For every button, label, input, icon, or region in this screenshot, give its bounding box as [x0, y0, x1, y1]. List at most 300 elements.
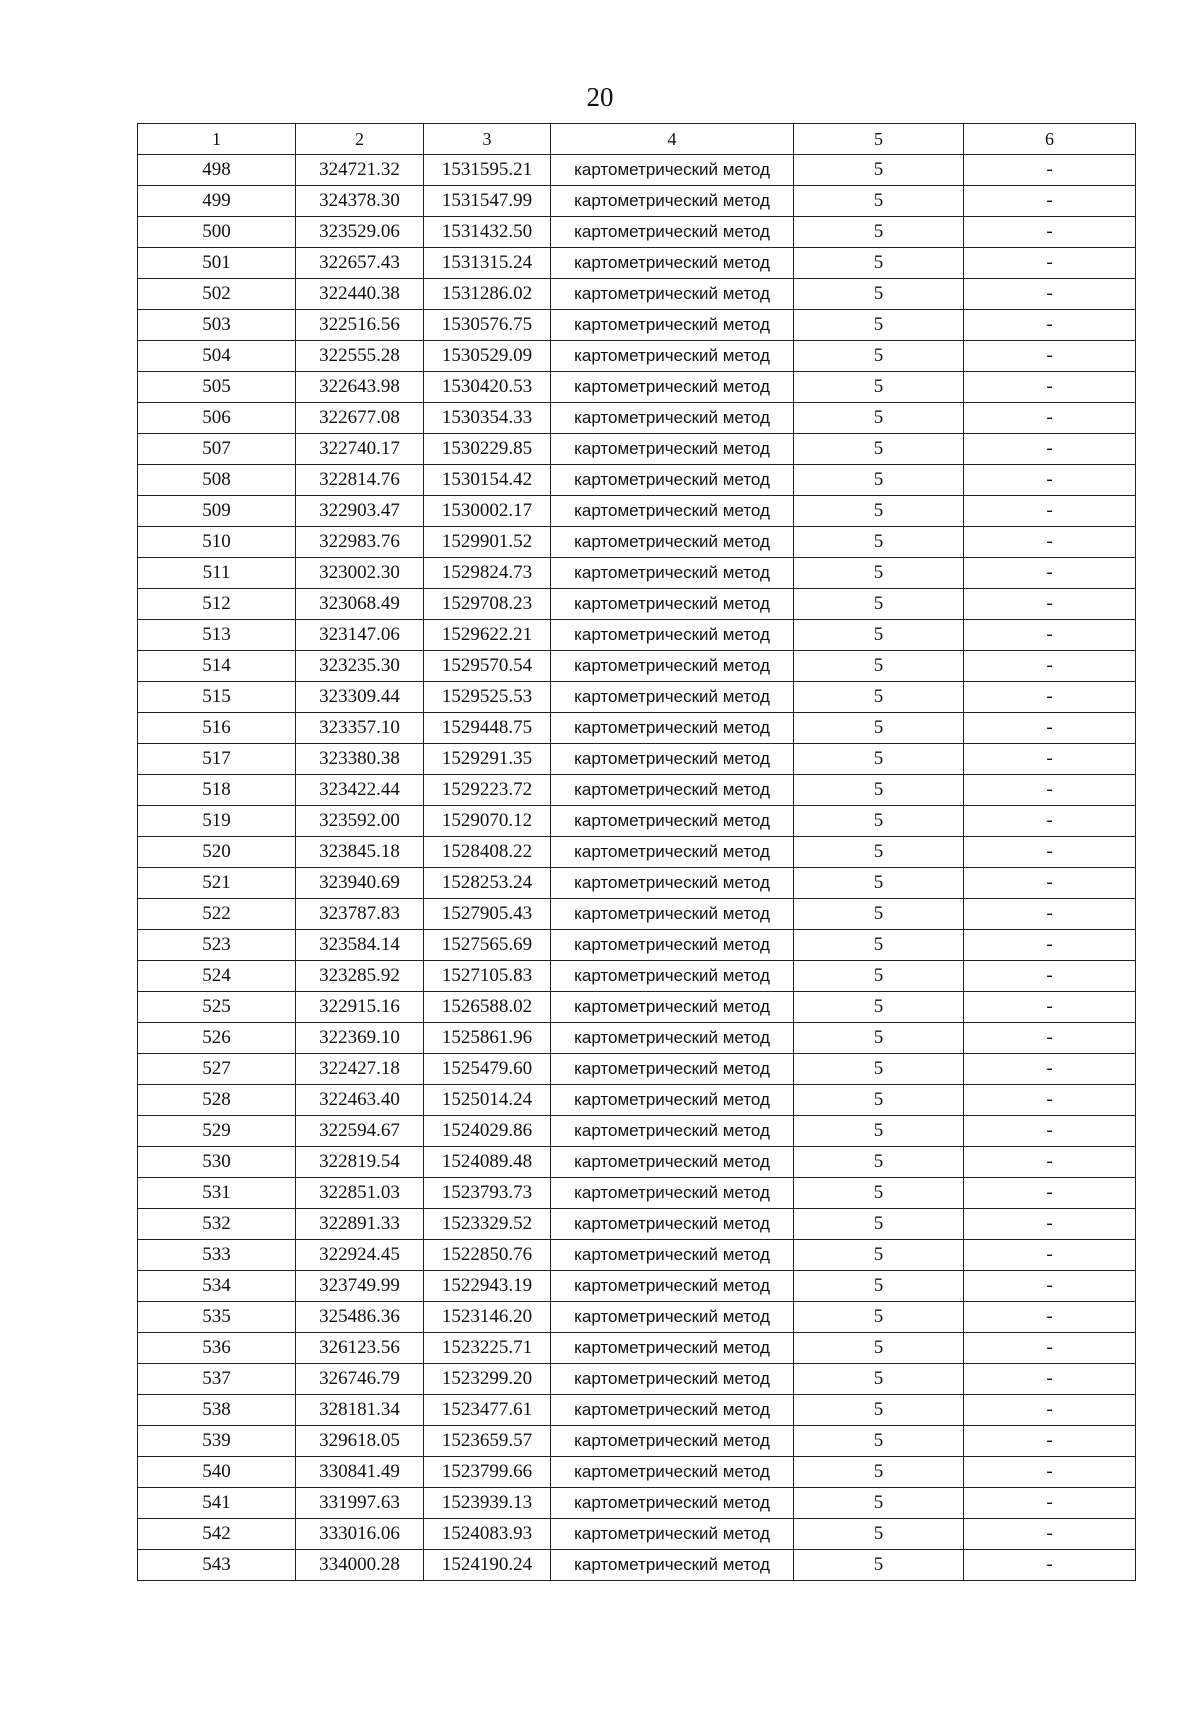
method-cell: картометрический метод [551, 1147, 794, 1178]
y-coordinate-cell: 1529901.52 [424, 527, 551, 558]
note-cell: - [964, 713, 1136, 744]
y-coordinate-cell: 1529824.73 [424, 558, 551, 589]
note-cell: - [964, 372, 1136, 403]
table-row [138, 1116, 1136, 1147]
y-coordinate-cell: 1529525.53 [424, 682, 551, 713]
accuracy-cell: 5 [794, 1395, 964, 1426]
x-coordinate-cell: 329618.05 [296, 1426, 424, 1457]
method-cell: картометрический метод [551, 713, 794, 744]
point-number-cell: 525 [138, 992, 296, 1023]
x-coordinate-cell: 322915.16 [296, 992, 424, 1023]
point-number-cell: 537 [138, 1364, 296, 1395]
note-cell: - [964, 186, 1136, 217]
note-cell: - [964, 1550, 1136, 1581]
note-cell: - [964, 1364, 1136, 1395]
x-coordinate-cell: 324378.30 [296, 186, 424, 217]
method-cell: картометрический метод [551, 217, 794, 248]
note-cell: - [964, 1116, 1136, 1147]
point-number-cell: 534 [138, 1271, 296, 1302]
method-cell: картометрический метод [551, 1364, 794, 1395]
accuracy-cell: 5 [794, 310, 964, 341]
x-coordinate-cell: 322819.54 [296, 1147, 424, 1178]
point-number-cell: 530 [138, 1147, 296, 1178]
point-number-cell: 498 [138, 155, 296, 186]
y-coordinate-cell: 1528408.22 [424, 837, 551, 868]
y-coordinate-cell: 1529448.75 [424, 713, 551, 744]
point-number-cell: 515 [138, 682, 296, 713]
accuracy-cell: 5 [794, 837, 964, 868]
x-coordinate-cell: 322427.18 [296, 1054, 424, 1085]
point-number-cell: 524 [138, 961, 296, 992]
y-coordinate-cell: 1524089.48 [424, 1147, 551, 1178]
method-cell: картометрический метод [551, 1302, 794, 1333]
accuracy-cell: 5 [794, 1302, 964, 1333]
x-coordinate-cell: 323940.69 [296, 868, 424, 899]
point-number-cell: 510 [138, 527, 296, 558]
note-cell: - [964, 1302, 1136, 1333]
note-cell: - [964, 1023, 1136, 1054]
x-coordinate-cell: 322516.56 [296, 310, 424, 341]
method-cell: картометрический метод [551, 434, 794, 465]
method-cell: картометрический метод [551, 1426, 794, 1457]
table-row [138, 496, 1136, 527]
x-coordinate-cell: 322677.08 [296, 403, 424, 434]
note-cell: - [964, 341, 1136, 372]
note-cell: - [964, 279, 1136, 310]
accuracy-cell: 5 [794, 558, 964, 589]
x-coordinate-cell: 322657.43 [296, 248, 424, 279]
accuracy-cell: 5 [794, 1116, 964, 1147]
accuracy-cell: 5 [794, 992, 964, 1023]
accuracy-cell: 5 [794, 1519, 964, 1550]
accuracy-cell: 5 [794, 1364, 964, 1395]
method-cell: картометрический метод [551, 248, 794, 279]
x-coordinate-cell: 323592.00 [296, 806, 424, 837]
y-coordinate-cell: 1527565.69 [424, 930, 551, 961]
note-cell: - [964, 1519, 1136, 1550]
page-number: 20 [586, 82, 614, 112]
point-number-cell: 509 [138, 496, 296, 527]
note-cell: - [964, 1085, 1136, 1116]
point-number-cell: 540 [138, 1457, 296, 1488]
note-cell: - [964, 527, 1136, 558]
point-number-cell: 533 [138, 1240, 296, 1271]
table-row [138, 961, 1136, 992]
point-number-cell: 539 [138, 1426, 296, 1457]
y-coordinate-cell: 1530154.42 [424, 465, 551, 496]
accuracy-cell: 5 [794, 1333, 964, 1364]
table-row [138, 527, 1136, 558]
table-row [138, 186, 1136, 217]
point-number-cell: 499 [138, 186, 296, 217]
table-row [138, 155, 1136, 186]
x-coordinate-cell: 330841.49 [296, 1457, 424, 1488]
table-row [138, 620, 1136, 651]
point-number-cell: 521 [138, 868, 296, 899]
method-cell: картометрический метод [551, 496, 794, 527]
point-number-cell: 522 [138, 899, 296, 930]
method-cell: картометрический метод [551, 310, 794, 341]
table-row [138, 1488, 1136, 1519]
y-coordinate-cell: 1531315.24 [424, 248, 551, 279]
note-cell: - [964, 434, 1136, 465]
y-coordinate-cell: 1530354.33 [424, 403, 551, 434]
method-cell: картометрический метод [551, 1023, 794, 1054]
accuracy-cell: 5 [794, 961, 964, 992]
method-cell: картометрический метод [551, 403, 794, 434]
note-cell: - [964, 248, 1136, 279]
note-cell: - [964, 558, 1136, 589]
x-coordinate-cell: 322891.33 [296, 1209, 424, 1240]
accuracy-cell: 5 [794, 1271, 964, 1302]
table-row [138, 589, 1136, 620]
table-row [138, 310, 1136, 341]
x-coordinate-cell: 322983.76 [296, 527, 424, 558]
note-cell: - [964, 806, 1136, 837]
method-cell: картометрический метод [551, 1085, 794, 1116]
accuracy-cell: 5 [794, 1426, 964, 1457]
accuracy-cell: 5 [794, 186, 964, 217]
y-coordinate-cell: 1530420.53 [424, 372, 551, 403]
accuracy-cell: 5 [794, 1178, 964, 1209]
method-cell: картометрический метод [551, 1209, 794, 1240]
note-cell: - [964, 744, 1136, 775]
accuracy-cell: 5 [794, 527, 964, 558]
y-coordinate-cell: 1523939.13 [424, 1488, 551, 1519]
table-row [138, 992, 1136, 1023]
note-cell: - [964, 961, 1136, 992]
y-coordinate-cell: 1529708.23 [424, 589, 551, 620]
x-coordinate-cell: 322594.67 [296, 1116, 424, 1147]
method-cell: картометрический метод [551, 465, 794, 496]
y-coordinate-cell: 1527905.43 [424, 899, 551, 930]
table-row [138, 744, 1136, 775]
table-row [138, 1054, 1136, 1085]
x-coordinate-cell: 323422.44 [296, 775, 424, 806]
table-row [138, 775, 1136, 806]
note-cell: - [964, 1333, 1136, 1364]
x-coordinate-cell: 325486.36 [296, 1302, 424, 1333]
accuracy-cell: 5 [794, 1209, 964, 1240]
y-coordinate-cell: 1530529.09 [424, 341, 551, 372]
method-cell: картометрический метод [551, 837, 794, 868]
point-number-cell: 529 [138, 1116, 296, 1147]
x-coordinate-cell: 322555.28 [296, 341, 424, 372]
point-number-cell: 512 [138, 589, 296, 620]
note-cell: - [964, 1457, 1136, 1488]
x-coordinate-cell: 334000.28 [296, 1550, 424, 1581]
y-coordinate-cell: 1523793.73 [424, 1178, 551, 1209]
y-coordinate-cell: 1523329.52 [424, 1209, 551, 1240]
note-cell: - [964, 1395, 1136, 1426]
method-cell: картометрический метод [551, 1519, 794, 1550]
point-number-cell: 514 [138, 651, 296, 682]
accuracy-cell: 5 [794, 1457, 964, 1488]
method-cell: картометрический метод [551, 186, 794, 217]
point-number-cell: 503 [138, 310, 296, 341]
y-coordinate-cell: 1529622.21 [424, 620, 551, 651]
y-coordinate-cell: 1522943.19 [424, 1271, 551, 1302]
note-cell: - [964, 620, 1136, 651]
x-coordinate-cell: 324721.32 [296, 155, 424, 186]
accuracy-cell: 5 [794, 279, 964, 310]
point-number-cell: 535 [138, 1302, 296, 1333]
note-cell: - [964, 837, 1136, 868]
point-number-cell: 538 [138, 1395, 296, 1426]
method-cell: картометрический метод [551, 620, 794, 651]
table-row [138, 930, 1136, 961]
point-number-cell: 532 [138, 1209, 296, 1240]
point-number-cell: 531 [138, 1178, 296, 1209]
x-coordinate-cell: 323845.18 [296, 837, 424, 868]
table-row [138, 372, 1136, 403]
y-coordinate-cell: 1525861.96 [424, 1023, 551, 1054]
note-cell: - [964, 217, 1136, 248]
accuracy-cell: 5 [794, 775, 964, 806]
table-row [138, 341, 1136, 372]
column-header: 3 [424, 124, 551, 155]
x-coordinate-cell: 323068.49 [296, 589, 424, 620]
method-cell: картометрический метод [551, 682, 794, 713]
table-header [138, 124, 1136, 155]
y-coordinate-cell: 1523225.71 [424, 1333, 551, 1364]
accuracy-cell: 5 [794, 744, 964, 775]
y-coordinate-cell: 1523146.20 [424, 1302, 551, 1333]
x-coordinate-cell: 323584.14 [296, 930, 424, 961]
column-header: 4 [551, 124, 794, 155]
note-cell: - [964, 899, 1136, 930]
note-cell: - [964, 155, 1136, 186]
method-cell: картометрический метод [551, 1395, 794, 1426]
y-coordinate-cell: 1531595.21 [424, 155, 551, 186]
x-coordinate-cell: 322924.45 [296, 1240, 424, 1271]
y-coordinate-cell: 1530229.85 [424, 434, 551, 465]
x-coordinate-cell: 322814.76 [296, 465, 424, 496]
point-number-cell: 502 [138, 279, 296, 310]
note-cell: - [964, 1426, 1136, 1457]
table-row [138, 1364, 1136, 1395]
x-coordinate-cell: 323357.10 [296, 713, 424, 744]
header-row [138, 124, 1136, 155]
point-number-cell: 505 [138, 372, 296, 403]
table-body [138, 155, 1136, 1581]
note-cell: - [964, 868, 1136, 899]
table-row [138, 651, 1136, 682]
table-row [138, 806, 1136, 837]
x-coordinate-cell: 322643.98 [296, 372, 424, 403]
method-cell: картометрический метод [551, 558, 794, 589]
method-cell: картометрический метод [551, 1271, 794, 1302]
column-header: 5 [794, 124, 964, 155]
y-coordinate-cell: 1524083.93 [424, 1519, 551, 1550]
table-row [138, 1023, 1136, 1054]
table-row [138, 1550, 1136, 1581]
note-cell: - [964, 775, 1136, 806]
y-coordinate-cell: 1530002.17 [424, 496, 551, 527]
note-cell: - [964, 403, 1136, 434]
table-row [138, 713, 1136, 744]
point-number-cell: 520 [138, 837, 296, 868]
x-coordinate-cell: 323285.92 [296, 961, 424, 992]
method-cell: картометрический метод [551, 372, 794, 403]
column-header: 6 [964, 124, 1136, 155]
point-number-cell: 536 [138, 1333, 296, 1364]
method-cell: картометрический метод [551, 961, 794, 992]
accuracy-cell: 5 [794, 899, 964, 930]
method-cell: картометрический метод [551, 1457, 794, 1488]
table-row [138, 1302, 1136, 1333]
point-number-cell: 528 [138, 1085, 296, 1116]
point-number-cell: 501 [138, 248, 296, 279]
y-coordinate-cell: 1524029.86 [424, 1116, 551, 1147]
accuracy-cell: 5 [794, 372, 964, 403]
accuracy-cell: 5 [794, 434, 964, 465]
method-cell: картометрический метод [551, 1116, 794, 1147]
y-coordinate-cell: 1531432.50 [424, 217, 551, 248]
note-cell: - [964, 496, 1136, 527]
accuracy-cell: 5 [794, 1085, 964, 1116]
accuracy-cell: 5 [794, 341, 964, 372]
note-cell: - [964, 1178, 1136, 1209]
accuracy-cell: 5 [794, 1240, 964, 1271]
point-number-cell: 506 [138, 403, 296, 434]
method-cell: картометрический метод [551, 341, 794, 372]
method-cell: картометрический метод [551, 1240, 794, 1271]
x-coordinate-cell: 331997.63 [296, 1488, 424, 1519]
y-coordinate-cell: 1523477.61 [424, 1395, 551, 1426]
method-cell: картометрический метод [551, 1550, 794, 1581]
point-number-cell: 507 [138, 434, 296, 465]
accuracy-cell: 5 [794, 806, 964, 837]
x-coordinate-cell: 322740.17 [296, 434, 424, 465]
note-cell: - [964, 930, 1136, 961]
point-number-cell: 519 [138, 806, 296, 837]
accuracy-cell: 5 [794, 1054, 964, 1085]
x-coordinate-cell: 323002.30 [296, 558, 424, 589]
column-header: 1 [138, 124, 296, 155]
point-number-cell: 508 [138, 465, 296, 496]
point-number-cell: 541 [138, 1488, 296, 1519]
x-coordinate-cell: 323147.06 [296, 620, 424, 651]
point-number-cell: 543 [138, 1550, 296, 1581]
accuracy-cell: 5 [794, 1550, 964, 1581]
x-coordinate-cell: 322440.38 [296, 279, 424, 310]
accuracy-cell: 5 [794, 155, 964, 186]
y-coordinate-cell: 1531286.02 [424, 279, 551, 310]
y-coordinate-cell: 1530576.75 [424, 310, 551, 341]
method-cell: картометрический метод [551, 651, 794, 682]
method-cell: картометрический метод [551, 744, 794, 775]
note-cell: - [964, 465, 1136, 496]
accuracy-cell: 5 [794, 713, 964, 744]
x-coordinate-cell: 322369.10 [296, 1023, 424, 1054]
accuracy-cell: 5 [794, 1147, 964, 1178]
table-row [138, 1333, 1136, 1364]
accuracy-cell: 5 [794, 403, 964, 434]
accuracy-cell: 5 [794, 1488, 964, 1519]
accuracy-cell: 5 [794, 248, 964, 279]
x-coordinate-cell: 323380.38 [296, 744, 424, 775]
method-cell: картометрический метод [551, 806, 794, 837]
x-coordinate-cell: 322903.47 [296, 496, 424, 527]
note-cell: - [964, 1147, 1136, 1178]
note-cell: - [964, 682, 1136, 713]
accuracy-cell: 5 [794, 682, 964, 713]
x-coordinate-cell: 323787.83 [296, 899, 424, 930]
x-coordinate-cell: 328181.34 [296, 1395, 424, 1426]
table-row [138, 1519, 1136, 1550]
y-coordinate-cell: 1529291.35 [424, 744, 551, 775]
y-coordinate-cell: 1529223.72 [424, 775, 551, 806]
table-row [138, 558, 1136, 589]
y-coordinate-cell: 1522850.76 [424, 1240, 551, 1271]
table-row [138, 1271, 1136, 1302]
y-coordinate-cell: 1529070.12 [424, 806, 551, 837]
point-number-cell: 517 [138, 744, 296, 775]
table-row [138, 279, 1136, 310]
y-coordinate-cell: 1531547.99 [424, 186, 551, 217]
note-cell: - [964, 1271, 1136, 1302]
table-row [138, 1209, 1136, 1240]
y-coordinate-cell: 1523659.57 [424, 1426, 551, 1457]
table-row [138, 899, 1136, 930]
y-coordinate-cell: 1525014.24 [424, 1085, 551, 1116]
table-row [138, 1085, 1136, 1116]
point-number-cell: 516 [138, 713, 296, 744]
y-coordinate-cell: 1524190.24 [424, 1550, 551, 1581]
table-row [138, 465, 1136, 496]
accuracy-cell: 5 [794, 1023, 964, 1054]
table-row [138, 248, 1136, 279]
x-coordinate-cell: 323309.44 [296, 682, 424, 713]
method-cell: картометрический метод [551, 589, 794, 620]
table-row [138, 217, 1136, 248]
note-cell: - [964, 1209, 1136, 1240]
accuracy-cell: 5 [794, 651, 964, 682]
point-number-cell: 513 [138, 620, 296, 651]
table-row [138, 1147, 1136, 1178]
method-cell: картометрический метод [551, 775, 794, 806]
method-cell: картометрический метод [551, 1054, 794, 1085]
table-row [138, 1240, 1136, 1271]
y-coordinate-cell: 1526588.02 [424, 992, 551, 1023]
note-cell: - [964, 310, 1136, 341]
accuracy-cell: 5 [794, 620, 964, 651]
accuracy-cell: 5 [794, 217, 964, 248]
method-cell: картометрический метод [551, 155, 794, 186]
x-coordinate-cell: 323235.30 [296, 651, 424, 682]
method-cell: картометрический метод [551, 1488, 794, 1519]
method-cell: картометрический метод [551, 930, 794, 961]
note-cell: - [964, 992, 1136, 1023]
point-number-cell: 523 [138, 930, 296, 961]
method-cell: картометрический метод [551, 992, 794, 1023]
table-row [138, 1178, 1136, 1209]
y-coordinate-cell: 1525479.60 [424, 1054, 551, 1085]
table-row [138, 434, 1136, 465]
x-coordinate-cell: 326746.79 [296, 1364, 424, 1395]
y-coordinate-cell: 1527105.83 [424, 961, 551, 992]
method-cell: картометрический метод [551, 1333, 794, 1364]
table-row [138, 1457, 1136, 1488]
y-coordinate-cell: 1528253.24 [424, 868, 551, 899]
x-coordinate-cell: 333016.06 [296, 1519, 424, 1550]
note-cell: - [964, 1240, 1136, 1271]
note-cell: - [964, 1488, 1136, 1519]
note-cell: - [964, 651, 1136, 682]
column-header: 2 [296, 124, 424, 155]
method-cell: картометрический метод [551, 527, 794, 558]
